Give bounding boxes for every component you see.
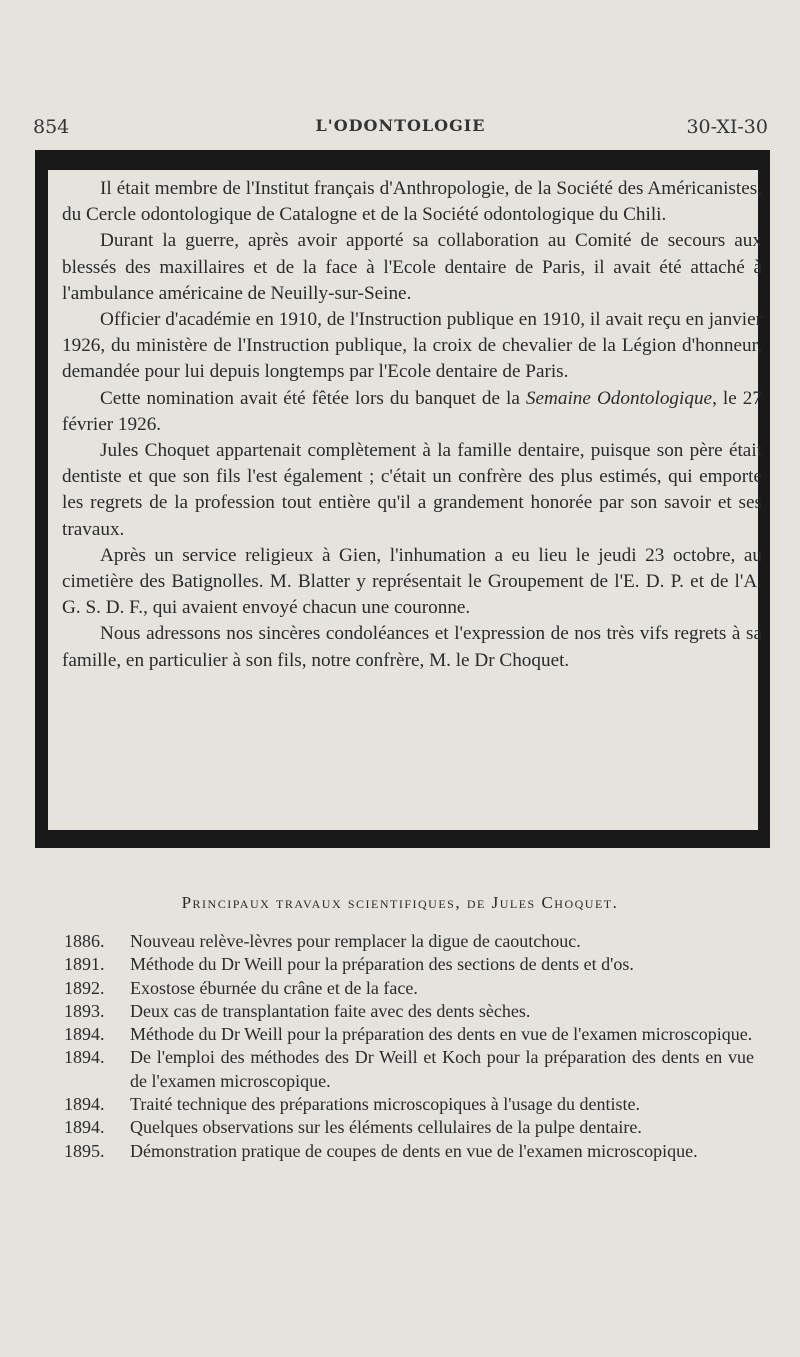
paragraph: Après un service religieux à Gien, l'inhumation a eu lieu le jeudi 23 octobre, au cimetière des Batignolles. M. Blatter y représentait le Groupement de l'E. D. P. et de l'A. G. S. D. F., qui avaient envoyé chacun une couronne. <box>62 544 762 619</box>
work-year: 1894. <box>64 1047 105 1068</box>
paragraph: Officier d'académie en 1910, de l'Instruction publique en 1910, il avait reçu en janvier 1926, du ministère de l'Instruction publique, la croix de chevalier de la Légion d'honneur, demandée pour lui depuis longtemps par l'Ecole dentaire de Paris. <box>62 309 762 383</box>
fete-text: Cette nomination avait été fêtée lors du banquet de la <box>100 387 526 409</box>
paragraph: Il était membre de l'Institut français d'Anthropologie, de la Société des Américanistes, du Cercle odontologique de Catalogne et de la Société odontologique du Chili. <box>62 178 762 226</box>
list-item <box>64 1023 754 1046</box>
journal-title: L'ODONTOLOGIE <box>315 116 486 135</box>
page-number: 854 <box>33 116 70 138</box>
works-list <box>64 930 754 1163</box>
fete-date: , le 27 février 1926. <box>62 387 762 435</box>
work-year: 1894. <box>64 1094 105 1115</box>
work-title: Nouveau relève-lèvres pour remplacer la digue de caoutchouc. <box>130 931 581 951</box>
running-header <box>33 116 768 144</box>
obituary-text <box>62 176 762 674</box>
list-item <box>64 1000 754 1023</box>
works-title: Principaux travaux scientifiques, de Jules Choquet. <box>181 893 619 912</box>
list-item <box>64 930 754 953</box>
publication-name: Semaine Odontologique <box>525 387 713 409</box>
paragraph: Jules Choquet appartenait complètement à la famille dentaire, puisque son père était dentiste et que son fils l'est également ; c'était un confrère des plus estimés, qui emporte les regrets de la profession tout entière qu'il a grandement honorée par son savoir et ses travaux. <box>62 440 762 540</box>
issue-date: 30-XI-30 <box>686 116 768 138</box>
work-title: Traité technique des préparations microscopiques à l'usage du dentiste. <box>130 1094 640 1115</box>
paragraph: Nous adressons nos sincères condoléances et l'expression de nos très vifs regrets à sa famille, en particulier à son fils, notre confrère, M. le Dr Choquet. <box>62 623 762 671</box>
work-title: Méthode du Dr Weill pour la préparation des dents en vue de l'examen microscopique. <box>130 1024 753 1045</box>
list-item <box>64 1116 754 1139</box>
work-title: Exostose éburnée du crâne et de la face. <box>130 977 418 998</box>
work-year: 1886. <box>64 931 105 951</box>
list-item <box>64 1093 754 1116</box>
work-title: Démonstration pratique de coupes de dents en vue de l'examen microscopique. <box>130 1140 698 1161</box>
list-item <box>64 1140 754 1163</box>
work-year: 1892. <box>64 977 105 998</box>
work-title: Méthode du Dr Weill pour la préparation des sections de dents et d'os. <box>130 954 634 975</box>
work-year: 1894. <box>64 1024 105 1045</box>
list-item <box>64 1046 754 1093</box>
work-year: 1891. <box>64 954 105 975</box>
list-item <box>64 977 754 1000</box>
work-title: De l'emploi des méthodes des Dr Weill et Koch pour la préparation des dents en vue de l'examen microscopique. <box>130 1047 754 1091</box>
paragraph: Durant la guerre, après avoir apporté sa collaboration au Comité de secours aux blessés des maxillaires et de la face à l'Ecole dentaire de Paris, il avait été attaché à l'ambulance américaine de Neuilly-sur-Seine. <box>62 230 762 304</box>
work-year: 1895. <box>64 1140 105 1161</box>
work-year: 1894. <box>64 1117 105 1138</box>
work-title: Quelques observations sur les éléments cellulaires de la pulpe dentaire. <box>130 1117 642 1138</box>
work-year: 1893. <box>64 1000 105 1021</box>
work-title: Deux cas de transplantation faite avec des dents sèches. <box>130 1000 531 1021</box>
list-item <box>64 953 754 976</box>
paragraph-fete <box>62 386 762 438</box>
